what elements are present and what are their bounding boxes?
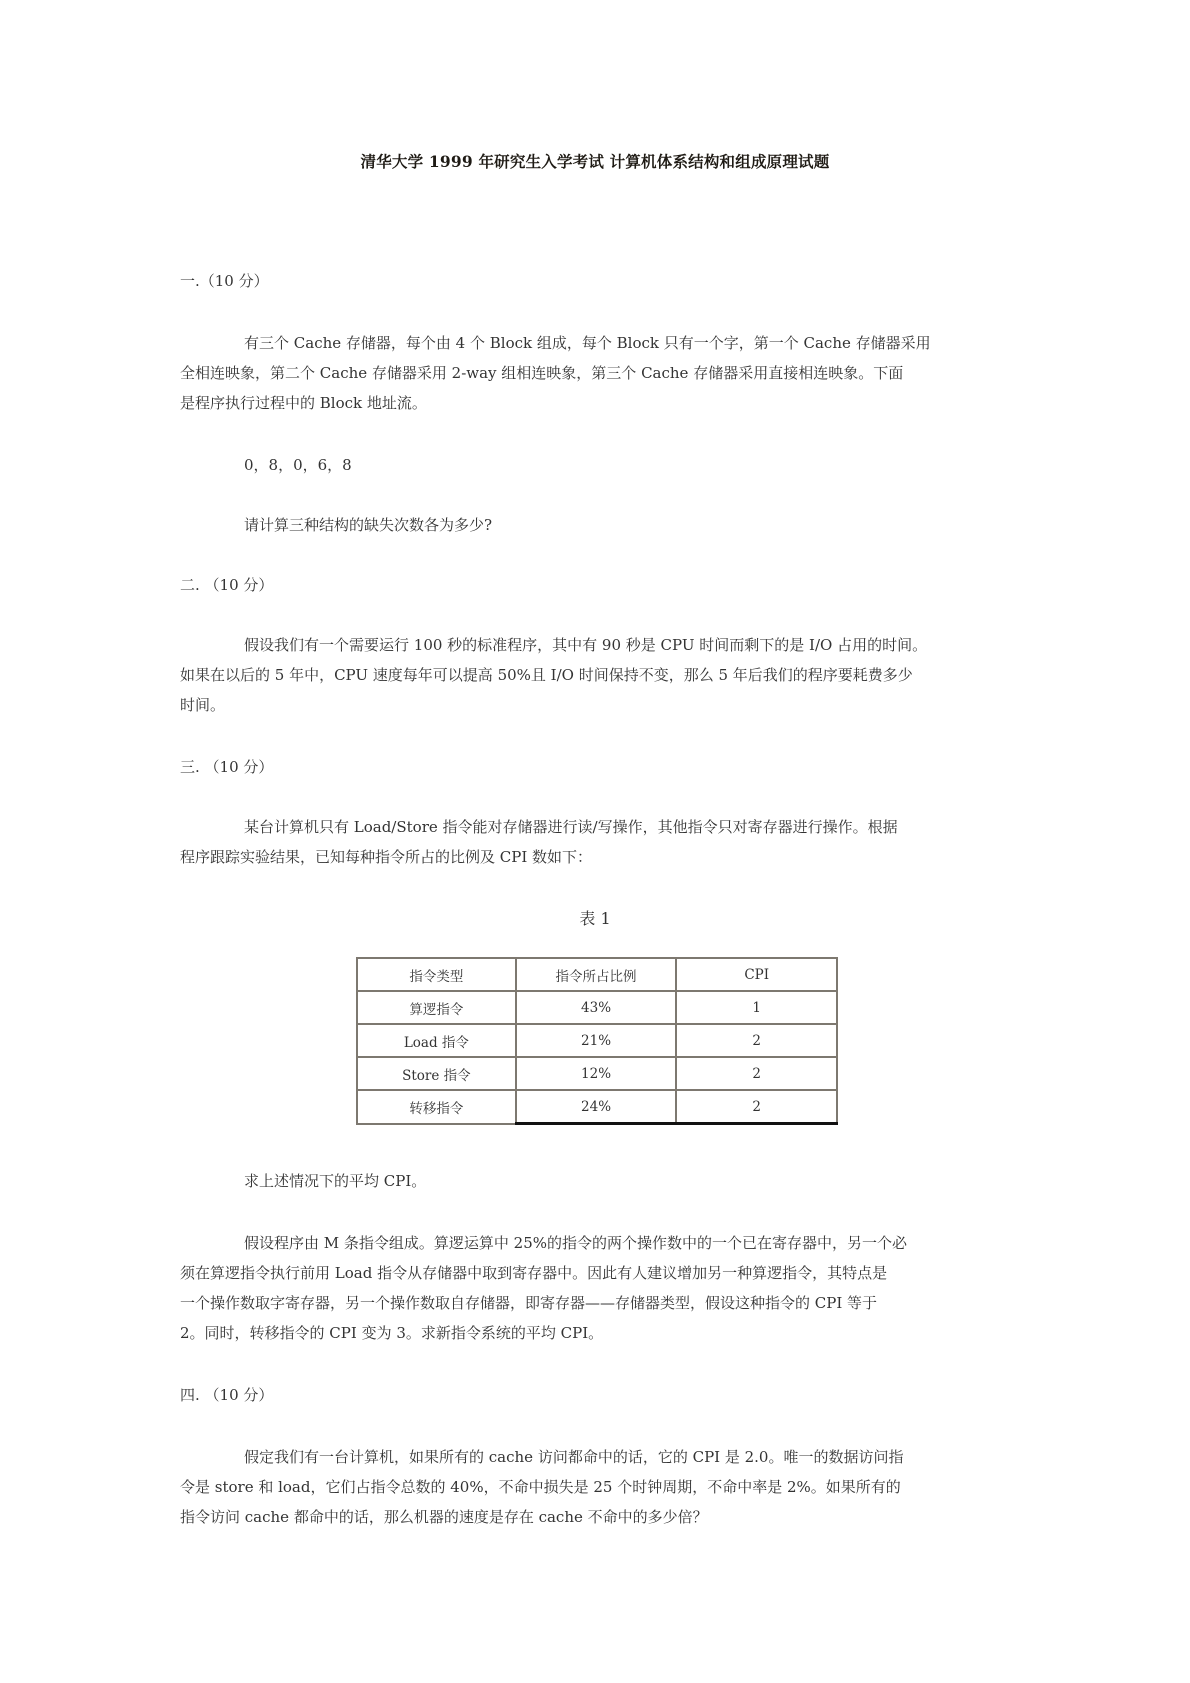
- table-header-row: [357, 958, 837, 991]
- q2-text-line: 时间。: [180, 696, 226, 714]
- q1-address-stream: 0，8，0，6，8: [244, 456, 352, 474]
- table-cell: 2: [676, 1024, 837, 1057]
- q3-text-line: 某台计算机只有 Load/Store 指令能对存储器进行读/写操作，其他指令只对寄存器进行操作。根据: [244, 818, 898, 836]
- table-cell: 1: [676, 991, 837, 1024]
- table-row: [357, 1090, 837, 1124]
- q3-question-1: 求上述情况下的平均 CPI。: [244, 1172, 427, 1190]
- q3-text-line: 一个操作数取字寄存器，另一个操作数取自存储器，即寄存器——存储器类型，假设这种指令的 CPI 等于: [180, 1294, 878, 1312]
- table-row: [357, 991, 837, 1024]
- table-cell: 21%: [516, 1024, 677, 1057]
- q3-heading: 三. （10 分）: [180, 758, 274, 776]
- q2-text-line: 假设我们有一个需要运行 100 秒的标准程序，其中有 90 秒是 CPU 时间而剩下的是 I/O 占用的时间。: [244, 636, 928, 654]
- q2-text-line: 如果在以后的 5 年中，CPU 速度每年可以提高 50%且 I/O 时间保持不变，那么 5 年后我们的程序要耗费多少: [180, 666, 913, 684]
- table-cell: 算逻指令: [357, 991, 516, 1024]
- table-cell: 2: [676, 1057, 837, 1090]
- table-header-cell: 指令类型: [357, 958, 516, 991]
- table-row: [357, 1024, 837, 1057]
- q2-heading: 二. （10 分）: [180, 576, 274, 594]
- q1-text-line: 有三个 Cache 存储器，每个由 4 个 Block 组成，每个 Block 只有一个字，第一个 Cache 存储器采用: [244, 334, 931, 352]
- instruction-cpi-table: [356, 957, 838, 1125]
- q1-text-line: 全相连映象，第二个 Cache 存储器采用 2-way 组相连映象，第三个 Cache 存储器采用直接相连映象。下面: [180, 364, 904, 382]
- table-header-cell: 指令所占比例: [516, 958, 677, 991]
- q3-text-line: 程序跟踪实验结果，已知每种指令所占的比例及 CPI 数如下：: [180, 848, 593, 866]
- table-header-cell: CPI: [676, 958, 837, 991]
- q3-text-line: 须在算逻指令执行前用 Load 指令从存储器中取到寄存器中。因此有人建议增加另一种算逻指令，其特点是: [180, 1264, 888, 1282]
- q4-text-line: 假定我们有一台计算机，如果所有的 cache 访问都命中的话，它的 CPI 是 2.0。唯一的数据访问指: [244, 1448, 904, 1466]
- q3-text-line: 2。同时，转移指令的 CPI 变为 3。求新指令系统的平均 CPI。: [180, 1324, 604, 1342]
- q4-heading: 四. （10 分）: [180, 1386, 274, 1404]
- table-cell: 43%: [516, 991, 677, 1024]
- q4-text-line: 令是 store 和 load，它们占指令总数的 40%，不命中损失是 25 个时钟周期，不命中率是 2%。如果所有的: [180, 1478, 901, 1496]
- q1-heading: 一.（10 分）: [180, 272, 269, 290]
- q1-question: 请计算三种结构的缺失次数各为多少?: [244, 516, 493, 534]
- document-title: 清华大学 1999 年研究生入学考试 计算机体系结构和组成原理试题: [360, 152, 830, 171]
- table-cell: Load 指令: [357, 1024, 516, 1057]
- q3-text-line: 假设程序由 M 条指令组成。算逻运算中 25%的指令的两个操作数中的一个已在寄存器中，另一个必: [244, 1234, 908, 1252]
- table-caption: 表 1: [579, 909, 611, 928]
- table-row: [357, 1057, 837, 1090]
- table-cell: Store 指令: [357, 1057, 516, 1090]
- q1-text-line: 是程序执行过程中的 Block 地址流。: [180, 394, 427, 412]
- q4-text-line: 指令访问 cache 都命中的话，那么机器的速度是存在 cache 不命中的多少倍？: [180, 1508, 708, 1526]
- table-cell: 转移指令: [357, 1090, 516, 1124]
- table-cell: 12%: [516, 1057, 677, 1090]
- table-cell: 2: [676, 1090, 837, 1124]
- table-cell: 24%: [516, 1090, 677, 1124]
